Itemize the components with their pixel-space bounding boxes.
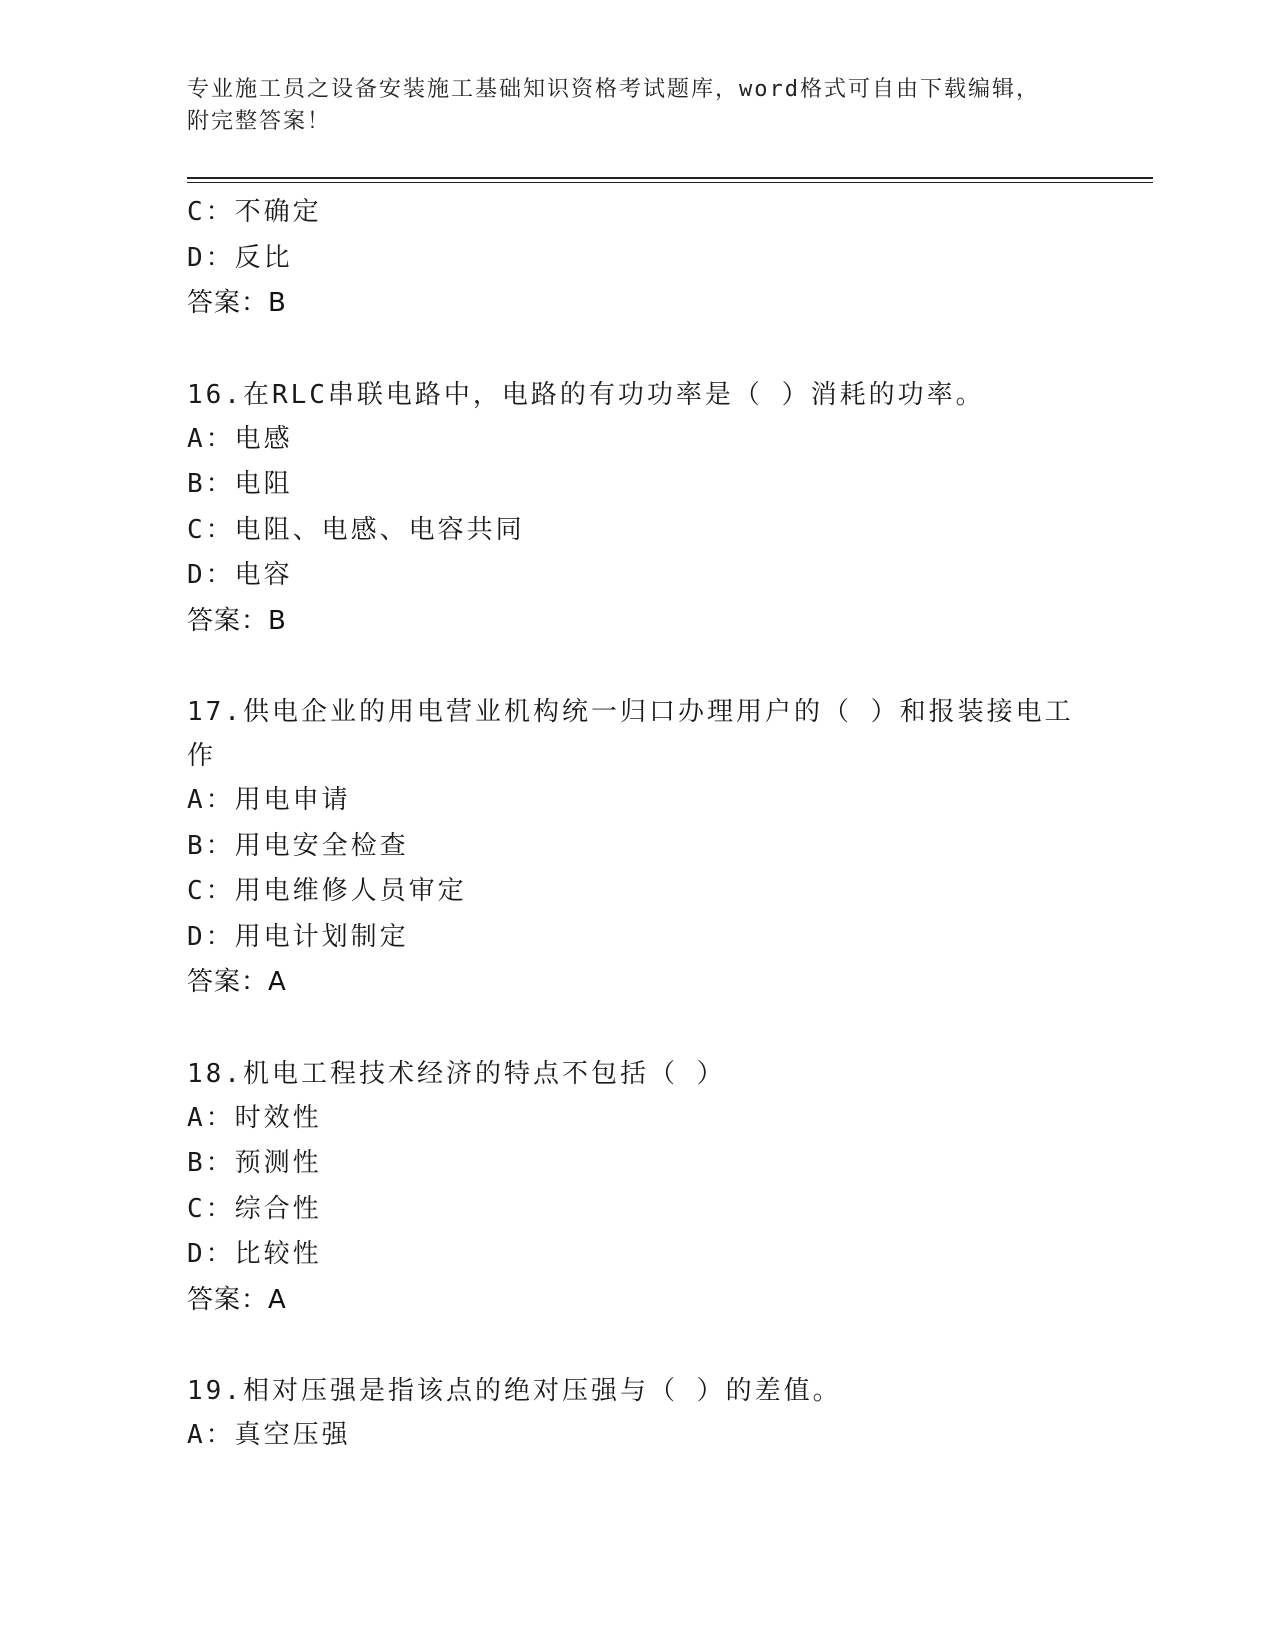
- header-divider-thin: [187, 182, 1153, 183]
- spacer: [187, 644, 1087, 690]
- answer-line: 答案：A: [187, 1284, 287, 1315]
- option-a: A：时效性: [187, 1102, 322, 1133]
- option-d: D：反比: [187, 242, 293, 273]
- question-15-continued: [187, 190, 1087, 327]
- answer-line: 答案：B: [187, 605, 287, 636]
- question-16: [187, 373, 1087, 645]
- option-c: C：不确定: [187, 197, 322, 227]
- question-text: 17.供电企业的用电营业机构统一归口办理用户的（ ）和报装接电工作: [187, 697, 1074, 771]
- question-text: 18.机电工程技术经济的特点不包括（ ）: [187, 1058, 726, 1089]
- option-c: C：综合性: [187, 1193, 322, 1224]
- document-header: [187, 74, 1107, 138]
- question-18: [187, 1052, 1087, 1324]
- answer-line: 答案：B: [187, 288, 287, 318]
- answer-line: 答案：A: [187, 967, 287, 997]
- spacer: [187, 1323, 1087, 1369]
- option-b: B：预测性: [187, 1148, 322, 1178]
- question-list: [187, 190, 1087, 1459]
- option-d: D：电容: [187, 560, 293, 590]
- spacer: [187, 1006, 1087, 1052]
- option-a: A：用电申请: [187, 785, 351, 815]
- option-c: C：电阻、电感、电容共同: [187, 514, 525, 545]
- question-17: [187, 690, 1087, 1006]
- question-19: [187, 1369, 1087, 1459]
- option-d: D：比较性: [187, 1239, 322, 1269]
- question-text: 19.相对压强是指该点的绝对压强与（ ）的差值。: [187, 1376, 842, 1406]
- header-divider-thick: [187, 177, 1153, 179]
- option-a: A：电感: [187, 423, 293, 454]
- header-line-2: 附完整答案！: [187, 109, 332, 134]
- question-text: 16.在RLC串联电路中，电路的有功功率是（ ）消耗的功率。: [187, 379, 985, 410]
- option-c: C：用电维修人员审定: [187, 876, 467, 906]
- option-b: B：用电安全检查: [187, 830, 409, 861]
- header-line-1: 专业施工员之设备安装施工基础知识资格考试题库，word格式可自由下载编辑，: [187, 77, 1040, 102]
- option-a: A：真空压强: [187, 1420, 351, 1450]
- option-d: D：用电计划制定: [187, 921, 409, 952]
- spacer: [187, 327, 1087, 373]
- option-b: B：电阻: [187, 469, 293, 499]
